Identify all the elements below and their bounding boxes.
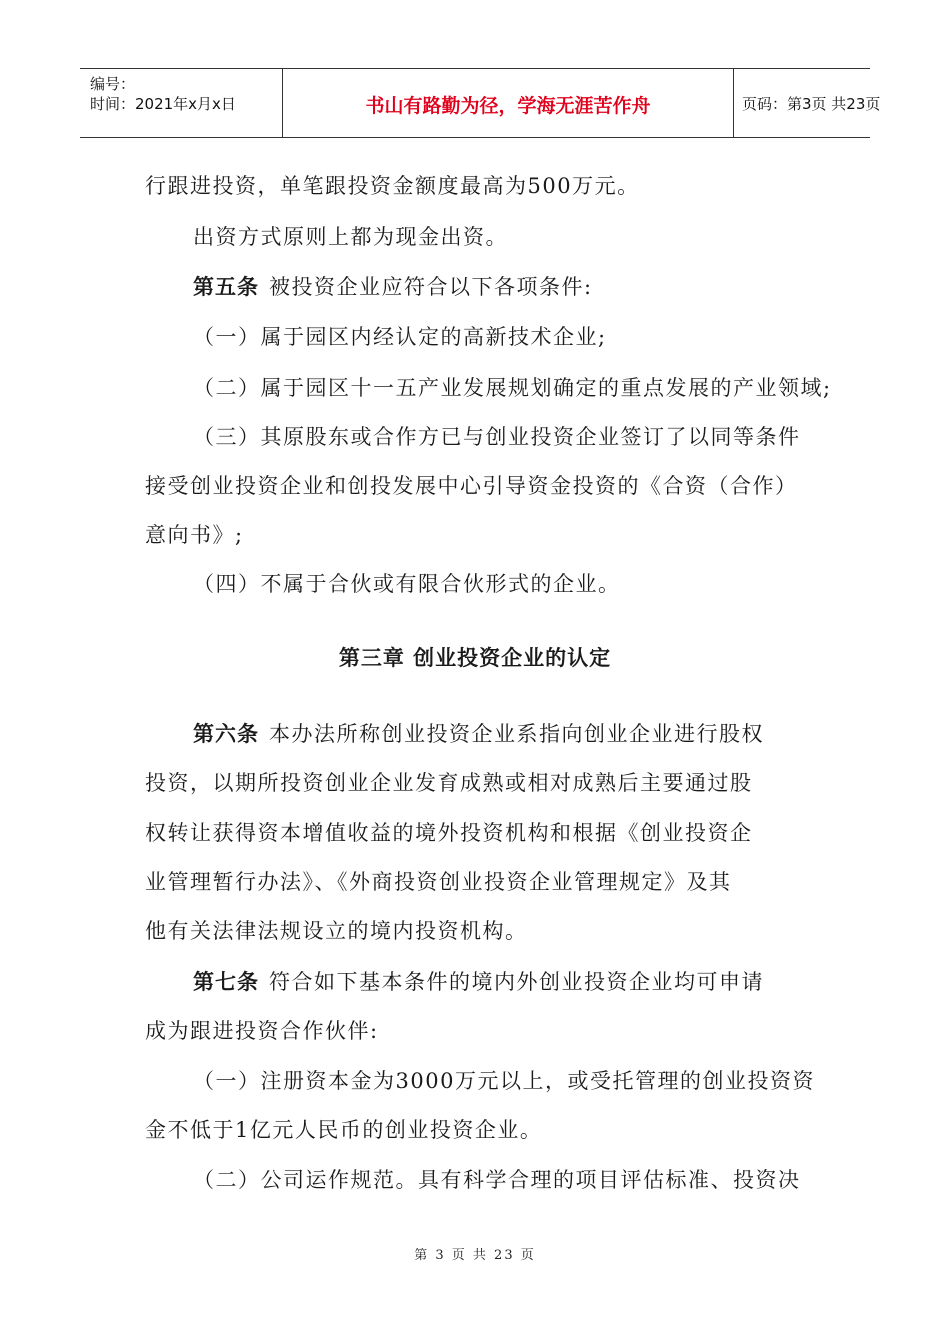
article-5-paragraph bbox=[193, 272, 593, 302]
article-6-paragraph bbox=[193, 719, 764, 749]
list-item: （四）不属于合伙或有限合伙形式的企业。 bbox=[193, 572, 621, 596]
paragraph-text: 被投资企业应符合以下各项条件: bbox=[269, 275, 593, 299]
paragraph-line: 接受创业投资企业和创投发展中心引导资金投资的《合资（合作） bbox=[145, 474, 798, 498]
list-item: （二）公司运作规范。具有科学合理的项目评估标准、投资决 bbox=[193, 1168, 801, 1192]
document-header bbox=[80, 68, 881, 138]
article-7-label: 第七条 bbox=[193, 970, 259, 994]
document-time-label: 时间：2021年x月x日 bbox=[90, 95, 236, 113]
list-item: （二）属于园区十一五产业发展规划确定的重点发展的产业领域; bbox=[193, 376, 832, 400]
list-item: （一）注册资本金为3000万元以上，或受托管理的创业投资资 bbox=[193, 1069, 815, 1093]
paragraph-line: 成为跟进投资合作伙伴: bbox=[145, 1019, 379, 1043]
paragraph-line: 业管理暂行办法》、《外商投资创业投资企业管理规定》及其 bbox=[145, 870, 732, 894]
paragraph-text: 符合如下基本条件的境内外创业投资企业均可申请 bbox=[269, 970, 764, 994]
article-5-label: 第五条 bbox=[193, 275, 259, 299]
document-code-label: 编号： bbox=[90, 75, 136, 93]
paragraph-line: 投资，以期所投资创业企业发育成熟或相对成熟后主要通过股 bbox=[145, 771, 753, 795]
paragraph-line: 出资方式原则上都为现金出资。 bbox=[193, 225, 508, 249]
chapter-title: 第三章 创业投资企业的认定 bbox=[338, 646, 612, 670]
header-page-info: 页码：第3页 共23页 bbox=[742, 95, 881, 113]
list-item: （三）其原股东或合作方已与创业投资企业签订了以同等条件 bbox=[193, 425, 801, 449]
paragraph-line: 他有关法律法规设立的境内投资机构。 bbox=[145, 919, 528, 943]
paragraph-line: 权转让获得资本增值收益的境外投资机构和根据《创业投资企 bbox=[145, 821, 753, 845]
header-motto-cell bbox=[282, 69, 734, 137]
article-7-paragraph bbox=[193, 967, 764, 997]
paragraph-text: 本办法所称创业投资企业系指向创业企业进行股权 bbox=[269, 722, 764, 746]
paragraph-line: 行跟进投资，单笔跟投资金额度最高为500万元。 bbox=[145, 174, 640, 198]
paragraph-line: 意向书》; bbox=[145, 523, 244, 547]
header-motto: 书山有路勤为径，学海无涯苦作舟 bbox=[365, 95, 651, 117]
article-6-label: 第六条 bbox=[193, 722, 259, 746]
list-item: （一）属于园区内经认定的高新技术企业; bbox=[193, 325, 607, 349]
header-page-cell bbox=[734, 69, 881, 137]
page-footer: 第 3 页 共 23 页 bbox=[414, 1248, 536, 1263]
header-meta-cell bbox=[80, 69, 282, 137]
paragraph-line: 金不低于1亿元人民币的创业投资企业。 bbox=[145, 1118, 543, 1142]
